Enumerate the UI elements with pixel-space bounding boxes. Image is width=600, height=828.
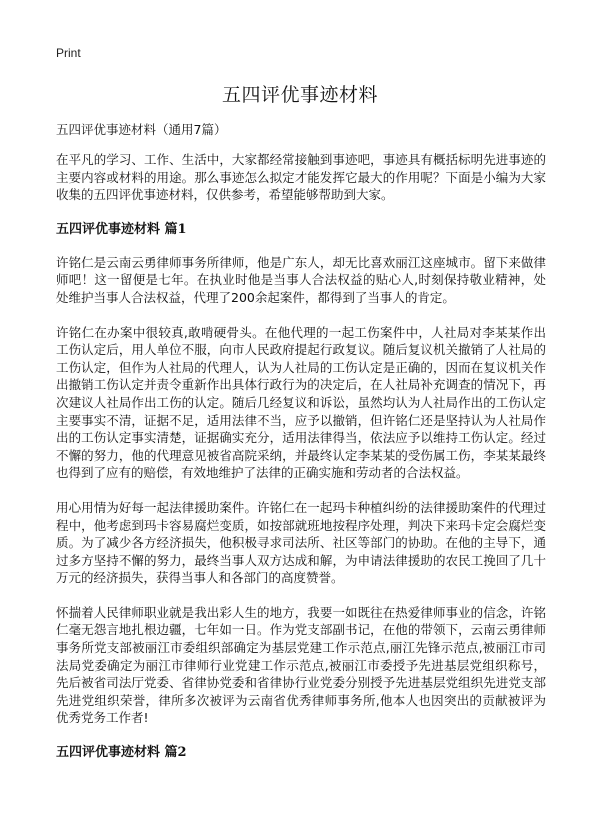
section-1-paragraph-1: 许铭仁是云南云勇律师事务所律师，他是广东人，却无比喜欢丽江这座城市。留下来做律师吧！这一留便是七年。在执业时他是当事人合法权益的贴心人,时刻保持敬业精神，处处维护当事人合法权益，代理了200余起案件，都得到了当事人的肯定。 [56, 254, 546, 305]
document-subtitle: 五四评优事迹材料（通用7篇） [56, 122, 227, 137]
section-heading-2: 五四评优事迹材料 篇2 [56, 745, 187, 761]
intro-paragraph: 在平凡的学习、工作、生活中，大家都经常接触到事迹吧，事迹具有概括标明先进事迹的主要内容或材料的用途。那么事迹怎么拟定才能发挥它最大的作用呢？下面是小编为大家收集的五四评优事迹材料，仅供参考，希望能够帮助到大家。 [56, 152, 546, 203]
document-title: 五四评优事迹材料 [221, 84, 378, 106]
document-body [56, 121, 546, 777]
section-1-paragraph-3: 用心用情为好每一起法律援助案件。许铭仁在一起玛卡种植纠纷的法律援助案件的代理过程中，他考虑到玛卡容易腐烂变质，如按部就班地按程序处理，判决下来玛卡定会腐烂变质。为了减少各方经济损失，他积极寻求司法所、社区等部门的协助。在他的主导下，通过多方坚持不懈的努力，最终当事人双方达成和解，为申请法律援助的农民工挽回了几十万元的经济损失，获得当事人和各部门的高度赞誉。 [56, 499, 546, 586]
section-heading-1: 五四评优事迹材料 篇1 [56, 221, 187, 237]
section-1-paragraph-2: 许铭仁在办案中很较真,敢啃硬骨头。在他代理的一起工伤案件中，人社局对李某某作出工伤认定后，用人单位不服，向市人民政府提起行政复议。随后复议机关撤销了人社局的工伤认定，但作为人社局的代理人，认为人社局的工伤认定是正确的，因而在复议机关作出撤销工伤认定并责令重新作出具体行政行为的决定后，在人社局补充调查的情况下，再次建议人社局作出工伤的认定。随后几经复议和诉讼，虽然均认为人社局作出的工伤认定主要事实不清，证据不足，适用法律不当，应予以撤销，但许铭仁还是坚持认为人社局作出的工伤认定事实清楚，证据确实充分，适用法律得当，依法应予以维持工伤认定。经过不懈的努力，他的代理意见被省高院采纳，并最终认定李某某的受伤属工伤，李某某最终也得到了应有的赔偿，有效地维护了法律的正确实施和劳动者的合法权益。 [56, 324, 546, 481]
section-1-paragraph-4: 怀揣着人民律师职业就是我出彩人生的地方，我要一如既往在热爱律师事业的信念，许铭仁毫无怨言地扎根边疆，七年如一日。作为党支部副书记，在他的带领下，云南云勇律师事务所党支部被丽江市委组织部确定为基层党建工作示范点,丽江先锋示范点,被丽江市司法局党委确定为丽江市律师行业党建工作示范点,被丽江市委授予先进基层党组织称号，先后被省司法厅党委、省律协党委和省律协行业党委分别授予先进基层党组织先进党支部先进党组织荣誉，律所多次被评为云南省优秀律师事务所,他本人也因突出的贡献被评为优秀党务工作者! [56, 604, 546, 726]
print-link[interactable]: Print [56, 46, 81, 60]
